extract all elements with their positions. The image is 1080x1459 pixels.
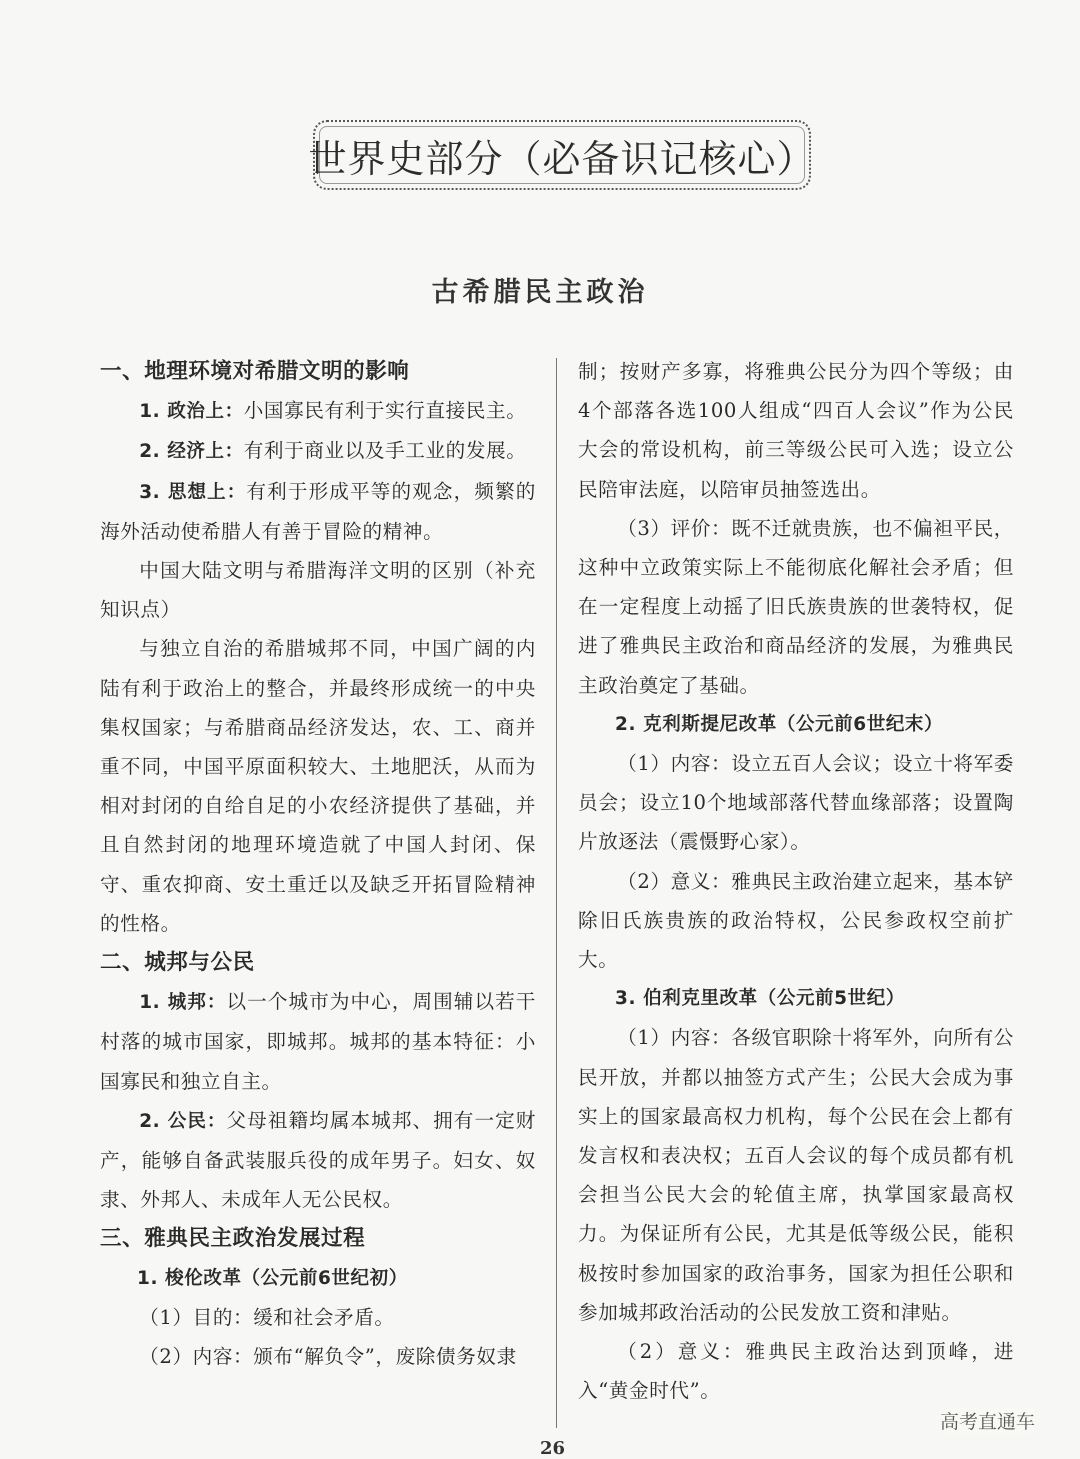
column-divider bbox=[556, 358, 557, 1428]
left-column bbox=[100, 352, 536, 1376]
subheading-cleisthenes: 2. 克利斯提尼改革（公元前6世纪末） bbox=[615, 713, 944, 735]
paragraph: （1）内容：各级官职除十将军外，向所有公民开放，并都以抽签方式产生；公民大会成为事实上的国家最高权力机构，每个公民在会上都有发言权和表决权；五百人会议的每个成员都有机会担当公民大会的轮值主席，执掌国家最高权力。为保证所有公民，尤其是低等级公民，能积极按时参加国家的政治事务，国家为担任公职和参加城邦政治活动的公民发放工资和津贴。 bbox=[578, 1026, 1014, 1324]
subheading-solon: 1. 梭伦改革（公元前6世纪初） bbox=[137, 1267, 408, 1289]
subheading-pericles: 3. 伯利克里改革（公元前5世纪） bbox=[615, 988, 905, 1010]
paragraph: （1）内容：设立五百人会议；设立十将军委员会；设立10个地域部落代替血缘部落；设置陶片放逐法（震慑野心家）。 bbox=[578, 752, 1014, 854]
paragraph: （2）内容：颁布“解负令”，废除债务奴隶 bbox=[139, 1345, 517, 1369]
paragraph: （3）评价：既不迁就贵族，也不偏袒平民，这种中立政策实际上不能彻底化解社会矛盾；但在一定程度上动摇了旧氏族贵族的世袭特权，促进了雅典民主政治和商品经济的发展，为雅典民主政治奠定了基础。 bbox=[578, 516, 1014, 697]
supplement-title: 中国大陆文明与希腊海洋文明的区别（补充知识点） bbox=[100, 559, 536, 622]
right-column bbox=[578, 352, 1014, 1410]
section-heading-1: 一、地理环境对希腊文明的影响 bbox=[100, 359, 410, 384]
section-heading-2: 二、城邦与公民 bbox=[100, 950, 255, 976]
section-banner bbox=[308, 120, 816, 190]
paragraph: （2）意义：雅典民主政治达到顶峰，进入“黄金时代”。 bbox=[578, 1340, 1014, 1403]
paragraph: （2）意义：雅典民主政治建立起来，基本铲除旧氏族贵族的政治特权，公民参政权空前扩大。 bbox=[578, 869, 1014, 972]
paragraph: 制；按财产多寡，将雅典公民分为四个等级；由4个部落各选100人组成“四百人会议”作为公民大会的常设机构，前三等级公民可入选；设立公民陪审法庭，以陪审员抽签选出。 bbox=[578, 360, 1014, 501]
page-number: 26 bbox=[540, 1438, 566, 1459]
supplement-body: 与独立自治的希腊城邦不同，中国广阔的内陆有利于政治上的整合，并最终形成统一的中央集权国家；与希腊商品经济发达，农、工、商并重不同，中国平原面积较大、土地肥沃，从而为相对封闭的自给自足的小农经济提供了基础，并且自然封闭的地理环境造就了中国人封闭、保守、重农抑商、安土重迁以及缺乏开拓冒险精神的性格。 bbox=[100, 637, 536, 935]
paragraph: 1. 政治上：小国寡民有利于实行直接民主。 bbox=[139, 399, 527, 423]
section-heading-3: 三、雅典民主政治发展过程 bbox=[100, 1226, 366, 1252]
banner-title: 世界史部分（必备识记核心） bbox=[308, 136, 816, 181]
watermark: 高考直通车 bbox=[940, 1407, 1035, 1434]
page-title: 古希腊民主政治 bbox=[431, 277, 649, 308]
paragraph: 3. 思想上：有利于形成平等的观念，频繁的海外活动使希腊人有善于冒险的精神。 bbox=[100, 479, 536, 543]
paragraph: （1）目的：缓和社会矛盾。 bbox=[139, 1305, 395, 1329]
paragraph: 2. 经济上：有利于商业以及手工业的发展。 bbox=[139, 439, 527, 463]
paragraph: 2. 公民：父母祖籍均属本城邦、拥有一定财产，能够自备武装服兵役的成年男子。妇女、奴隶、外邦人、未成年人无公民权。 bbox=[100, 1108, 536, 1212]
paragraph: 1. 城邦：以一个城市为中心，周围辅以若干村落的城市国家，即城邦。城邦的基本特征：小国寡民和独立自主。 bbox=[100, 990, 536, 1093]
